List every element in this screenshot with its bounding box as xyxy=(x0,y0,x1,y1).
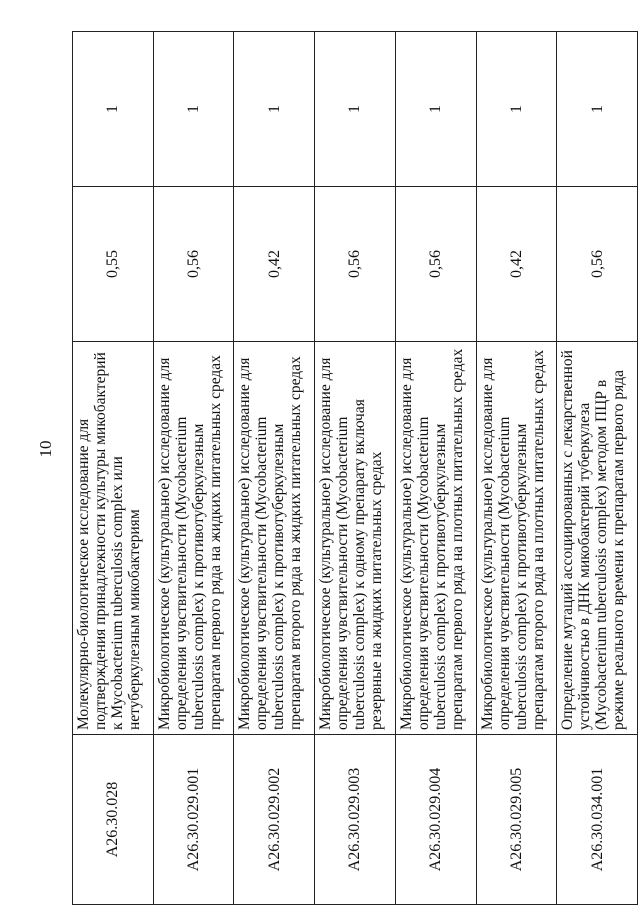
service-value: 1 xyxy=(557,32,638,187)
table-row xyxy=(557,32,638,905)
service-coefficient: 0,56 xyxy=(153,187,234,342)
service-description: Микробиологическое (культуральное) исследование для определения чувствительности (Mycobacterium tuberculosis complex) к противотуберкулезным препаратам первого ряда на жидких питательных средах xyxy=(153,342,234,735)
service-value: 1 xyxy=(73,32,154,187)
table-row xyxy=(476,32,557,905)
table-row xyxy=(73,32,154,905)
service-code: A26.30.029.002 xyxy=(234,735,315,905)
page-number: 10 xyxy=(36,440,55,458)
service-description: Микробиологическое (культуральное) исследование для определения чувствительности (Mycobacterium tuberculosis complex) к противотуберкулезным препаратам второго ряда на жидких питательных средах xyxy=(234,342,315,735)
service-description: Молекулярно-биологическое исследование для подтверждения принадлежности культуры микобактерий к Mycobacterium tuberculosis complex или нетуберкулезным микобактериям xyxy=(73,342,154,735)
service-description: Микробиологическое (культуральное) исследование для определения чувствительности (Mycobacterium tuberculosis complex) к одному препарату включая резервные на жидких питательных средах xyxy=(315,342,396,735)
rotated-table-frame xyxy=(72,32,638,905)
service-code: A26.30.029.001 xyxy=(153,735,234,905)
service-code: A26.30.029.005 xyxy=(476,735,557,905)
table-row xyxy=(395,32,476,905)
service-value: 1 xyxy=(234,32,315,187)
service-coefficient: 0,56 xyxy=(395,187,476,342)
service-code: A26.30.028 xyxy=(73,735,154,905)
service-coefficient: 0,42 xyxy=(476,187,557,342)
table-body xyxy=(73,32,638,905)
service-description: Микробиологическое (культуральное) исследование для определения чувствительности (Mycobacterium tuberculosis complex) к противотуберкулезным препаратам второго ряда на плотных питательных средах xyxy=(476,342,557,735)
service-coefficient: 0,55 xyxy=(73,187,154,342)
service-value: 1 xyxy=(476,32,557,187)
service-description: Определение мутаций ассоциированных с лекарственной устойчивостью в ДНК микобактерий туберкулеза (Mycobacterium tuberculosis complex) методом ПЦР в режиме реального времени к препаратам первого ряда xyxy=(557,342,638,735)
table-row xyxy=(315,32,396,905)
table-row xyxy=(153,32,234,905)
service-value: 1 xyxy=(315,32,396,187)
services-table xyxy=(72,31,638,905)
service-value: 1 xyxy=(395,32,476,187)
table-row xyxy=(234,32,315,905)
service-coefficient: 0,42 xyxy=(234,187,315,342)
service-coefficient: 0,56 xyxy=(557,187,638,342)
service-code: A26.30.034.001 xyxy=(557,735,638,905)
service-coefficient: 0,56 xyxy=(315,187,396,342)
service-description: Микробиологическое (культуральное) исследование для определения чувствительности (Mycobacterium tuberculosis complex) к противотуберкулезным препаратам первого ряда на плотных питательных средах xyxy=(395,342,476,735)
service-code: A26.30.029.003 xyxy=(315,735,396,905)
service-code: A26.30.029.004 xyxy=(395,735,476,905)
table-container xyxy=(72,32,638,905)
service-value: 1 xyxy=(153,32,234,187)
